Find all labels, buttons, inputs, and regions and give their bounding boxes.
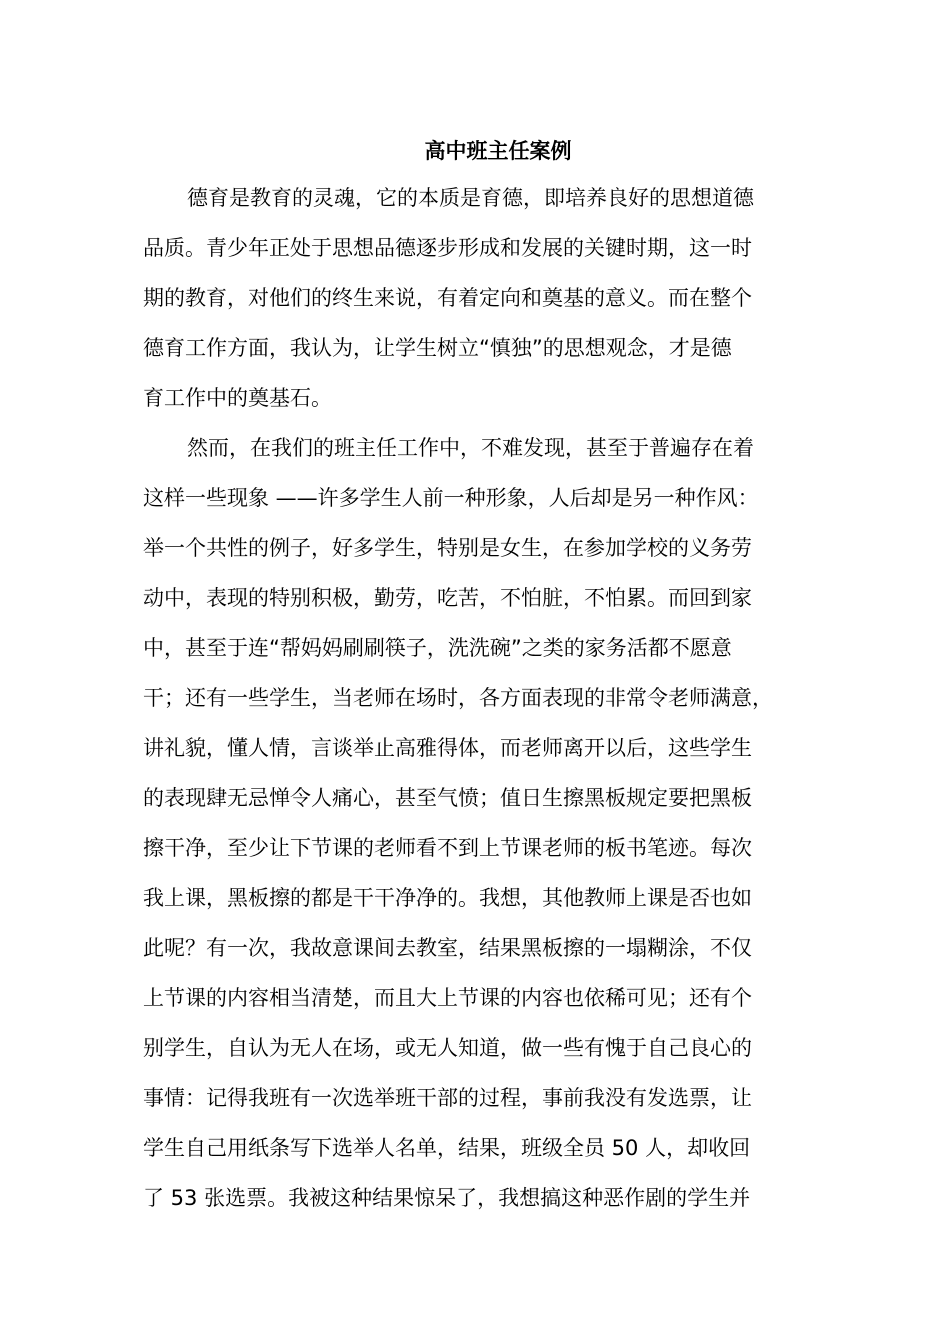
paragraph-1-line-2: 品质。青少年正处于思想品德逐步形成和发展的关键时期，这一时 — [143, 236, 752, 260]
paragraph-1-line-5: 育工作中的奠基石。 — [143, 386, 332, 410]
paragraph-2-line-4: 动中，表现的特别积极，勤劳，吃苦，不怕脏，不怕累。而回到家 — [143, 586, 752, 610]
paragraph-2-line-6: 干；还有一些学生，当老师在场时，各方面表现的非常令老师满意， — [143, 686, 773, 710]
paragraph-2-line-9: 擦干净，至少让下节课的老师看不到上节课老师的板书笔迹。每次 — [143, 836, 752, 860]
paragraph-2-line-16: 了 53 张选票。我被这种结果惊呆了，我想搞这种恶作剧的学生并 — [143, 1186, 751, 1210]
paragraph-2-line-11: 此呢？有一次，我故意课间去教室，结果黑板擦的一塌糊涂，不仅 — [143, 936, 752, 960]
paragraph-2-line-3: 举一个共性的例子，好多学生，特别是女生，在参加学校的义务劳 — [143, 536, 752, 560]
paragraph-2-line-13: 别学生，自认为无人在场，或无人知道，做一些有愧于自己良心的 — [143, 1036, 752, 1060]
paragraph-1-line-3: 期的教育，对他们的终生来说，有着定向和奠基的意义。而在整个 — [143, 286, 752, 310]
paragraph-2-line-5: 中，甚至于连“帮妈妈刷刷筷子，洗洗碗”之类的家务活都不愿意 — [143, 636, 732, 660]
paragraph-2-line-15: 学生自己用纸条写下选举人名单，结果，班级全员 50 人，却收回 — [143, 1136, 751, 1160]
paragraph-2-line-12: 上节课的内容相当清楚，而且大上节课的内容也依稀可见；还有个 — [143, 986, 752, 1010]
paragraph-1-line-4: 德育工作方面，我认为，让学生树立“慎独”的思想观念，才是德 — [143, 336, 732, 360]
paragraph-1-line-1: 德育是教育的灵魂，它的本质是育德，即培养良好的思想道德 — [187, 186, 754, 210]
paragraph-2-line-2: 这样一些现象 ——许多学生人前一种形象，人后却是另一种作风： — [143, 486, 759, 510]
document-title: 高中班主任案例 — [424, 139, 572, 163]
paragraph-2-line-14: 事情：记得我班有一次选举班干部的过程，事前我没有发选票，让 — [143, 1086, 752, 1110]
paragraph-2-line-7: 讲礼貌，懂人情，言谈举止高雅得体，而老师离开以后，这些学生 — [143, 736, 752, 760]
paragraph-2-line-10: 我上课，黑板擦的都是干干净净的。我想，其他教师上课是否也如 — [143, 886, 752, 910]
paragraph-2-line-1: 然而，在我们的班主任工作中，不难发现，甚至于普遍存在着 — [187, 436, 754, 460]
paragraph-2-line-8: 的表现肆无忌惮令人痛心，甚至气愤；值日生擦黑板规定要把黑板 — [143, 786, 752, 810]
